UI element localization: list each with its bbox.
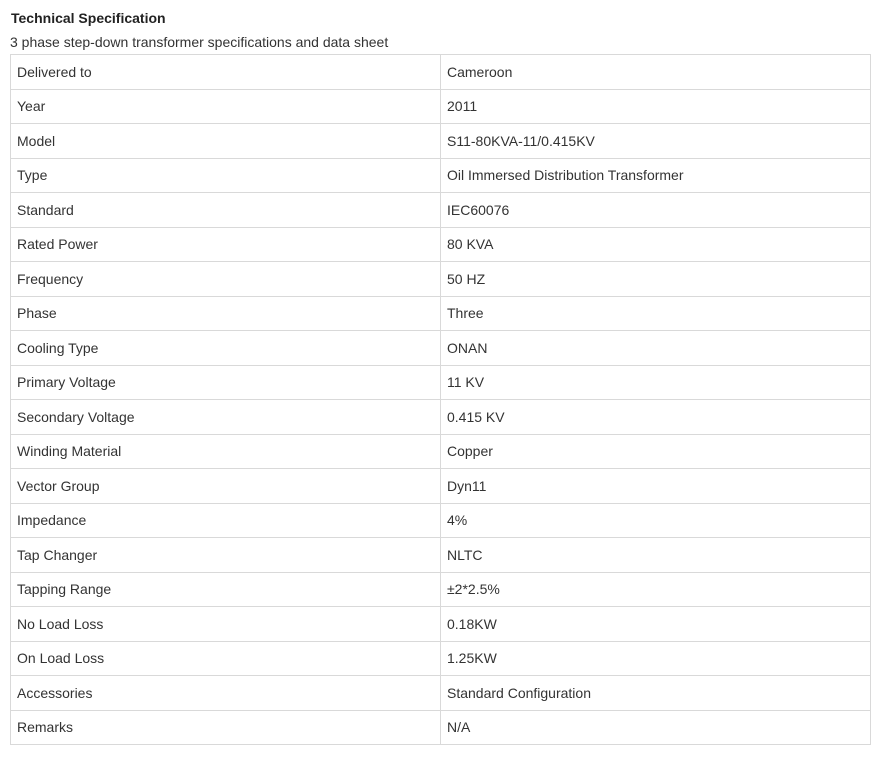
spec-value: 0.18KW	[441, 607, 871, 642]
table-row	[11, 641, 871, 676]
spec-label: Impedance	[11, 503, 441, 538]
spec-label: Phase	[11, 296, 441, 331]
spec-value: IEC60076	[441, 193, 871, 228]
table-row	[11, 262, 871, 297]
spec-table	[10, 54, 871, 745]
spec-value: 80 KVA	[441, 227, 871, 262]
spec-value: Three	[441, 296, 871, 331]
table-row	[11, 400, 871, 435]
spec-label: Tapping Range	[11, 572, 441, 607]
spec-label: Standard	[11, 193, 441, 228]
spec-value: N/A	[441, 710, 871, 745]
spec-value: Copper	[441, 434, 871, 469]
spec-label: Tap Changer	[11, 538, 441, 573]
spec-value: 2011	[441, 89, 871, 124]
spec-value: 11 KV	[441, 365, 871, 400]
spec-label: Secondary Voltage	[11, 400, 441, 435]
spec-label: Accessories	[11, 676, 441, 711]
spec-value: ±2*2.5%	[441, 572, 871, 607]
spec-label: Year	[11, 89, 441, 124]
spec-label: Delivered to	[11, 55, 441, 90]
table-row	[11, 158, 871, 193]
table-row	[11, 469, 871, 504]
spec-label: No Load Loss	[11, 607, 441, 642]
spec-label: Cooling Type	[11, 331, 441, 366]
spec-label: Winding Material	[11, 434, 441, 469]
table-row	[11, 331, 871, 366]
table-row	[11, 607, 871, 642]
spec-label: Type	[11, 158, 441, 193]
spec-value: 0.415 KV	[441, 400, 871, 435]
table-row	[11, 227, 871, 262]
spec-label: Model	[11, 124, 441, 159]
table-row	[11, 89, 871, 124]
table-row	[11, 365, 871, 400]
spec-value: 4%	[441, 503, 871, 538]
table-row	[11, 434, 871, 469]
spec-value: Standard Configuration	[441, 676, 871, 711]
table-row	[11, 503, 871, 538]
table-row	[11, 572, 871, 607]
spec-label: On Load Loss	[11, 641, 441, 676]
page-subtitle: 3 phase step-down transformer specifications and data sheet	[10, 34, 389, 50]
spec-value: Cameroon	[441, 55, 871, 90]
table-row	[11, 296, 871, 331]
spec-value: 50 HZ	[441, 262, 871, 297]
spec-value: Oil Immersed Distribution Transformer	[441, 158, 871, 193]
spec-value: Dyn11	[441, 469, 871, 504]
table-row	[11, 676, 871, 711]
spec-label: Rated Power	[11, 227, 441, 262]
spec-value: ONAN	[441, 331, 871, 366]
table-row	[11, 710, 871, 745]
spec-value: NLTC	[441, 538, 871, 573]
table-row	[11, 538, 871, 573]
spec-label: Frequency	[11, 262, 441, 297]
table-row	[11, 55, 871, 90]
spec-label: Primary Voltage	[11, 365, 441, 400]
table-row	[11, 124, 871, 159]
spec-value: 1.25KW	[441, 641, 871, 676]
page-title: Technical Specification	[11, 10, 166, 26]
spec-table-body	[11, 55, 871, 745]
spec-label: Remarks	[11, 710, 441, 745]
spec-label: Vector Group	[11, 469, 441, 504]
spec-value: S11-80KVA-11/0.415KV	[441, 124, 871, 159]
table-row	[11, 193, 871, 228]
